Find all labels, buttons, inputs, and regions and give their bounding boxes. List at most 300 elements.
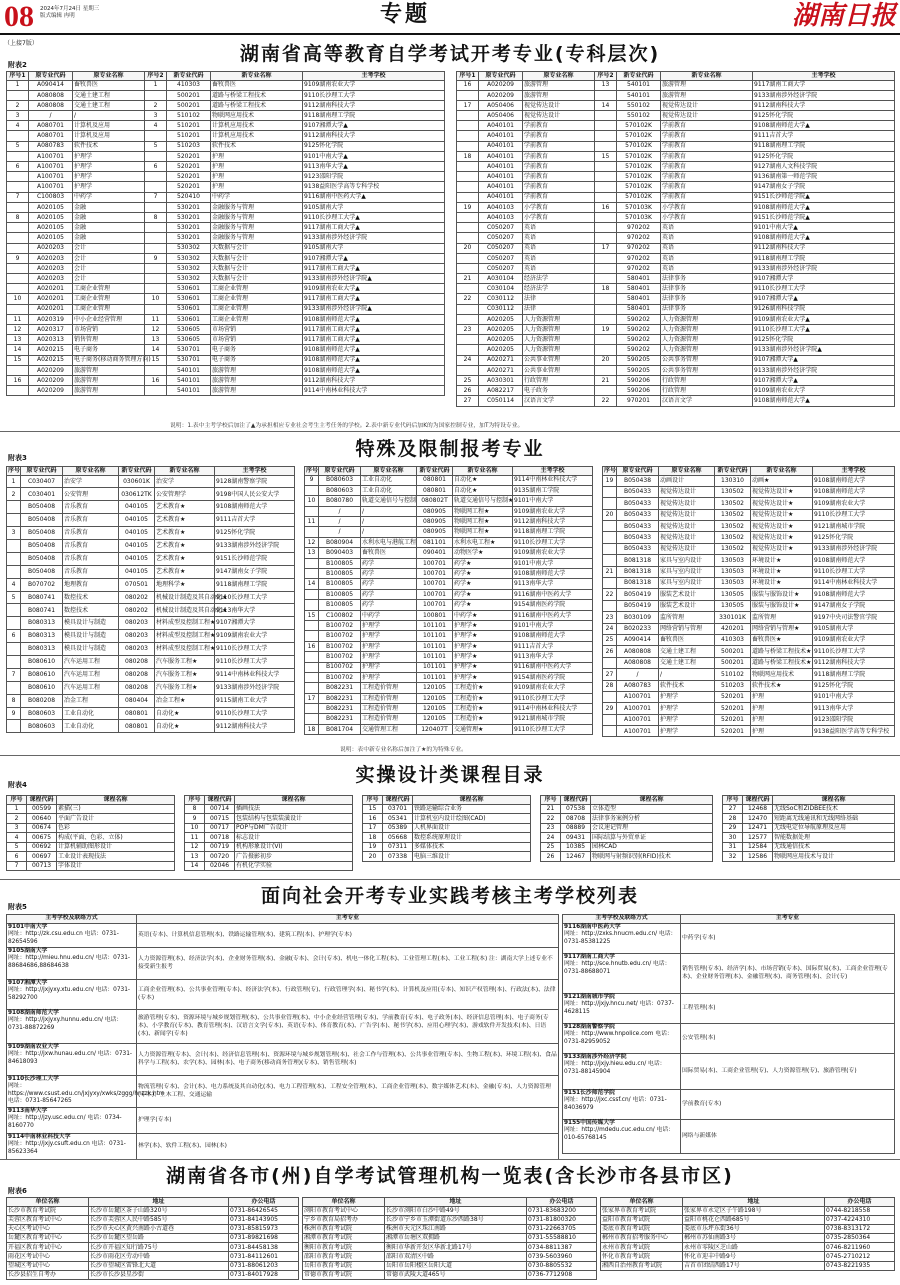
table-cell: 530605 bbox=[167, 335, 211, 345]
table-cell: 旅游管理 bbox=[73, 375, 145, 385]
table-cell: B050438 bbox=[617, 475, 659, 486]
column-header: 新专业名称 bbox=[453, 467, 513, 476]
table-cell: 材料成型及控制工程★ bbox=[155, 630, 215, 643]
table-cell: 0731-83683200 bbox=[527, 1206, 597, 1215]
table-cell bbox=[603, 521, 617, 532]
table-cell: 网络营销与管理 bbox=[659, 623, 715, 634]
school-majors: 林学(本)、软件工程(本)、园林(本) bbox=[137, 1133, 559, 1159]
divider bbox=[0, 431, 900, 432]
table-cell: 轨道交通信号与控制 bbox=[362, 497, 417, 505]
column-header: 序号 bbox=[604, 467, 617, 474]
table-cell: 0736-7712908 bbox=[527, 1270, 597, 1279]
table-cell: 19 bbox=[595, 325, 617, 335]
table-cell: 地理教育 bbox=[63, 578, 119, 591]
table-cell: A040101 bbox=[479, 182, 523, 192]
table-row bbox=[7, 668, 295, 681]
table-cell: 学前教育 bbox=[523, 131, 595, 141]
table-cell: 大数据与会计 bbox=[211, 274, 303, 284]
sec6-label: 附表6 bbox=[8, 1187, 27, 1195]
table-row bbox=[603, 509, 895, 520]
table-cell: B050408 bbox=[21, 552, 63, 565]
header-row bbox=[7, 467, 295, 476]
table-cell: 计算机及应用 bbox=[73, 121, 145, 131]
table-cell: 9108湖南师范大学 bbox=[513, 631, 593, 641]
table-cell: 机械设计制造及其自动化★ bbox=[155, 604, 215, 617]
table-cell: 无线SoC和ZIDBEE技术 bbox=[773, 804, 895, 814]
table-cell: 0731-89821698 bbox=[229, 1234, 299, 1243]
table-cell bbox=[145, 243, 167, 253]
table-cell: 7 bbox=[7, 861, 27, 871]
table-cell: 9114中南林业科技大学 bbox=[215, 668, 295, 681]
table-cell: 护理学 bbox=[361, 620, 417, 630]
table-cell bbox=[595, 223, 617, 233]
school-contact: 网址：http://www.hnpolice.com 电话：0731-82959052 bbox=[564, 1031, 673, 1045]
table-cell: 汽车服务工程★ bbox=[155, 655, 215, 668]
table-cell: A050406 bbox=[479, 111, 523, 121]
table-cell: 9 bbox=[7, 707, 21, 720]
school-contact: 网址：http://jxc.cssf.cn/ 电话：0731-84036979 bbox=[564, 1097, 667, 1111]
table-cell: 080905 bbox=[417, 506, 453, 516]
table-cell: A020105 bbox=[29, 202, 73, 212]
table-cell: B082231 bbox=[319, 693, 361, 703]
table-cell: 护理 bbox=[211, 151, 303, 161]
table-cell: 0738-8313172 bbox=[825, 1224, 895, 1233]
table-cell: 9133湖南涉外经济学院▲ bbox=[303, 304, 445, 314]
table-cell: 0734-8811387 bbox=[527, 1243, 597, 1252]
table-cell: 汉语言文学 bbox=[661, 396, 753, 406]
table-row bbox=[603, 726, 895, 737]
school-name: 9109湖南农业大学 bbox=[8, 1043, 59, 1050]
table-cell: 英语 bbox=[523, 233, 595, 243]
table-cell: 9109湖南农业大学 bbox=[813, 634, 895, 645]
table-cell: 9147湖南女子学院 bbox=[753, 182, 895, 192]
school-contact: 网址：http://mdedu.cuc.edu.cn/ 电话：010-65768145 bbox=[564, 1127, 674, 1141]
table-cell: 学前教育 bbox=[661, 121, 753, 131]
table-cell bbox=[595, 121, 617, 131]
table-cell: 无线通信技术 bbox=[773, 842, 895, 852]
table-row bbox=[603, 680, 895, 691]
table-cell: B090403 bbox=[319, 548, 361, 558]
table-row bbox=[7, 325, 445, 335]
table-cell: 00599 bbox=[27, 804, 57, 814]
table-cell: 视觉传达设计 bbox=[661, 100, 753, 110]
table-cell: 金融 bbox=[73, 233, 145, 243]
table-cell: 05389 bbox=[383, 823, 413, 833]
table-cell: 19 bbox=[603, 475, 617, 486]
table-cell: 9133湖南涉外经济学院▲ bbox=[753, 345, 895, 355]
table-cell: 9113南华大学▲ bbox=[303, 162, 445, 172]
school-contact: 网址：http://jzy.usc.edu.cn/ 电话：0734-8160770 bbox=[8, 1115, 122, 1129]
table-cell: 学前教育 bbox=[523, 192, 595, 202]
table-cell: 32 bbox=[723, 852, 743, 862]
table-cell: 常德市教育考试院 bbox=[303, 1270, 385, 1279]
sec6-table-3 bbox=[600, 1197, 895, 1271]
table-cell: 20 bbox=[603, 509, 617, 520]
table-cell: 水利水电与港航工程 bbox=[362, 538, 417, 546]
table-cell: 9147湖南女子学院 bbox=[813, 600, 895, 611]
table-cell bbox=[457, 263, 479, 273]
table-cell bbox=[603, 578, 617, 589]
table-row bbox=[7, 604, 295, 617]
table-cell: 510102 bbox=[715, 669, 751, 680]
table-cell: 0731-81800320 bbox=[527, 1215, 597, 1224]
table-cell: 970202 bbox=[617, 243, 661, 253]
table-cell: 郴州市苏仙南路3号 bbox=[683, 1234, 825, 1243]
table-cell: 30 bbox=[723, 833, 743, 843]
date-line bbox=[40, 6, 99, 20]
table-row bbox=[457, 90, 895, 100]
table-cell: 570102K bbox=[617, 121, 661, 131]
table-cell: 13 bbox=[7, 335, 29, 345]
school-contact-cell bbox=[563, 1053, 681, 1089]
table-cell: 软件技术 bbox=[73, 141, 145, 151]
column-header: 原专业代码 bbox=[617, 467, 659, 476]
table-cell: B050433 bbox=[617, 532, 659, 543]
table-row bbox=[457, 284, 895, 294]
table-cell: 中小企业经营管理 bbox=[73, 314, 145, 324]
table-cell: B050419 bbox=[617, 589, 659, 600]
school-contact: 网址：http://sce.hnutb.edu.cn/ 电话：0731-88688071 bbox=[564, 961, 671, 975]
table-cell: A080808 bbox=[617, 646, 659, 657]
table-cell: A090414 bbox=[29, 80, 73, 90]
column-header: 新专业代码 bbox=[715, 467, 751, 476]
table-cell: 7 bbox=[7, 192, 29, 202]
table-row bbox=[7, 304, 445, 314]
table-cell bbox=[457, 304, 479, 314]
table-cell: 080208 bbox=[119, 668, 155, 681]
table-cell: 视觉传达设计★ bbox=[751, 521, 813, 532]
table-cell: 080202 bbox=[119, 591, 155, 604]
column-header: 办公电话 bbox=[229, 1198, 299, 1207]
table-row bbox=[7, 294, 445, 304]
table-cell: 040105 bbox=[119, 552, 155, 565]
table-cell: 9107湘潭大学 bbox=[753, 274, 895, 284]
header-rule bbox=[0, 33, 900, 35]
table-cell: 6 bbox=[7, 852, 27, 862]
table-row bbox=[601, 1206, 895, 1215]
table-row bbox=[7, 804, 175, 814]
table-cell: 510201 bbox=[167, 121, 211, 131]
table-cell: 530701 bbox=[167, 355, 211, 365]
school-row bbox=[7, 979, 559, 1009]
table-cell: 24 bbox=[541, 833, 561, 843]
table-cell: 9109湖南农业大学 bbox=[513, 548, 593, 558]
table-cell: A030104 bbox=[479, 274, 523, 284]
table-cell: 9101中南大学▲ bbox=[753, 223, 895, 233]
table-row bbox=[305, 485, 593, 495]
column-header: 原专业代码 bbox=[21, 467, 63, 476]
sec5-right-table bbox=[562, 914, 895, 1154]
table-cell bbox=[145, 223, 167, 233]
table-cell: 护理学 bbox=[73, 172, 145, 182]
table-row bbox=[457, 396, 895, 406]
table-cell: B080313 bbox=[21, 630, 63, 643]
table-cell: 学前教育 bbox=[661, 162, 753, 172]
table-row bbox=[723, 814, 895, 824]
table-cell: 益阳市桃花仑西路685号 bbox=[683, 1215, 825, 1224]
header-row bbox=[303, 1198, 597, 1207]
table-cell: 工商企业管理 bbox=[73, 304, 145, 314]
table-cell: 电子商务 bbox=[211, 355, 303, 365]
column-header: 新专业代码 bbox=[417, 467, 453, 476]
table-cell: 530201 bbox=[167, 212, 211, 222]
table-row bbox=[363, 804, 531, 814]
table-cell: 公共事业管理 bbox=[523, 365, 595, 375]
table-cell: C050114 bbox=[479, 396, 523, 406]
table-cell: A030301 bbox=[479, 375, 523, 385]
school-name: 9155中国传媒大学 bbox=[564, 1119, 615, 1126]
table-cell: 音乐教育 bbox=[63, 527, 119, 540]
table-cell: 9110长沙理工大学 bbox=[813, 566, 895, 577]
table-cell: 14 bbox=[7, 345, 29, 355]
table-cell: 570102K bbox=[617, 162, 661, 172]
school-majors: 学前教育(专本) bbox=[681, 1089, 895, 1119]
table-cell: 530302 bbox=[167, 243, 211, 253]
table-cell: 动画★ bbox=[751, 475, 813, 486]
table-cell: 9117湖南工商大学▲ bbox=[303, 335, 445, 345]
table-row bbox=[7, 617, 295, 630]
table-cell: 101101 bbox=[417, 620, 453, 630]
table-cell: 500201 bbox=[715, 657, 751, 668]
table-cell: B080610 bbox=[21, 681, 63, 694]
table-cell: A080701 bbox=[29, 131, 73, 141]
table-cell: 旅游管理 bbox=[211, 375, 303, 385]
column-header: 新专业名称 bbox=[661, 72, 753, 81]
table-cell: 学前教育 bbox=[523, 182, 595, 192]
table-cell: 浏阳市教育考试中心 bbox=[303, 1206, 385, 1215]
table-cell: A080783 bbox=[617, 680, 659, 691]
table-cell: 080801 bbox=[417, 485, 453, 495]
table-cell bbox=[595, 212, 617, 222]
sec3-title: 特殊及限制报考专业 bbox=[355, 438, 545, 460]
table-cell: 物联网应用技术 bbox=[211, 111, 303, 121]
table-row bbox=[305, 610, 593, 620]
table-cell: B080208 bbox=[21, 694, 63, 707]
table-row bbox=[601, 1252, 895, 1261]
table-cell: 18 bbox=[363, 833, 383, 843]
table-cell: 2 bbox=[7, 488, 21, 501]
table-cell: 金融 bbox=[73, 212, 145, 222]
table-cell bbox=[595, 365, 617, 375]
table-cell: 护理学 bbox=[361, 672, 417, 682]
table-cell bbox=[305, 527, 319, 537]
table-cell: 130505 bbox=[715, 600, 751, 611]
table-cell bbox=[457, 314, 479, 324]
table-cell bbox=[595, 386, 617, 396]
table-cell: 护理学★ bbox=[453, 672, 513, 682]
table-cell: 大数据与会计 bbox=[211, 253, 303, 263]
table-cell: 0731-22663705 bbox=[527, 1224, 597, 1233]
table-cell: 12 bbox=[7, 325, 29, 335]
table-cell bbox=[457, 233, 479, 243]
table-cell: C050207 bbox=[479, 223, 523, 233]
table-cell bbox=[603, 726, 617, 737]
sec3-footnote: 说明：表中新专业名称后加注了★的为特殊专业。 bbox=[340, 747, 467, 753]
table-cell: 数控系统原理设计 bbox=[413, 833, 531, 843]
header-row bbox=[457, 72, 895, 81]
column-header: 课程名称 bbox=[591, 796, 713, 805]
table-cell: 自动化★ bbox=[155, 720, 215, 733]
table-cell: 法律 bbox=[523, 294, 595, 304]
table-row bbox=[303, 1206, 597, 1215]
table-cell: 艺术教育★ bbox=[155, 501, 215, 514]
table-cell: 人力资源管理 bbox=[523, 335, 595, 345]
table-cell bbox=[145, 274, 167, 284]
table-row bbox=[305, 714, 593, 724]
table-cell bbox=[457, 345, 479, 355]
table-cell: 自动化★ bbox=[155, 707, 215, 720]
table-cell: 9109湖南农业大学▲ bbox=[753, 314, 895, 324]
table-cell: 畜牧兽医 bbox=[211, 80, 303, 90]
table-row bbox=[603, 566, 895, 577]
table-cell: 14 bbox=[595, 100, 617, 110]
table-cell: 9 bbox=[145, 253, 167, 263]
school-row bbox=[7, 1043, 559, 1075]
table-cell: A100701 bbox=[29, 172, 73, 182]
table-cell: 岳阳市岳阳楼区岳阳大道 bbox=[385, 1261, 527, 1270]
table-cell: 9118湖南理工学院 bbox=[513, 527, 593, 537]
table-cell: 治安学 bbox=[155, 475, 215, 488]
table-cell: 530601 bbox=[167, 304, 211, 314]
table-cell: 00714 bbox=[205, 804, 235, 814]
table-cell: 9151长沙师范学院▲ bbox=[753, 212, 895, 222]
table-cell: 英语 bbox=[661, 223, 753, 233]
table-cell: 物联网工程★ bbox=[453, 527, 513, 537]
table-cell: / bbox=[319, 517, 361, 527]
school-contact: 网址：http://jxjyxy.hunnu.edu.cn/ 电话：0731-88872269 bbox=[8, 1017, 123, 1031]
table-cell: 520201 bbox=[715, 691, 751, 702]
table-cell: 590202 bbox=[617, 335, 661, 345]
table-cell: 9112湖南科技大学 bbox=[303, 131, 445, 141]
table-cell: 护理学 bbox=[659, 726, 715, 737]
table-cell: 开福区教育考试中心 bbox=[7, 1243, 89, 1252]
table-cell: 26 bbox=[457, 386, 479, 396]
table-cell: 9112湖南科技大学 bbox=[215, 720, 295, 733]
table-cell bbox=[457, 131, 479, 141]
table-cell: 080905 bbox=[417, 527, 453, 537]
table-cell: A100701 bbox=[29, 162, 73, 172]
table-cell bbox=[457, 212, 479, 222]
table-cell: 英语 bbox=[523, 223, 595, 233]
table-cell bbox=[305, 569, 319, 579]
table-cell: 00692 bbox=[27, 842, 57, 852]
table-cell: 服装艺术设计 bbox=[659, 600, 715, 611]
table-cell bbox=[595, 192, 617, 202]
table-cell: 视觉传达设计★ bbox=[751, 509, 813, 520]
table-cell: 无线电定位导航原理及应用 bbox=[773, 823, 895, 833]
table-cell: 14 bbox=[145, 345, 167, 355]
sec6-title: 湖南省各市(州)自学考试管理机构一览表(含长沙市各县市区) bbox=[166, 1165, 734, 1187]
table-cell: 法律事务 bbox=[661, 294, 753, 304]
table-cell: A080701 bbox=[29, 121, 73, 131]
table-cell: 570102K bbox=[617, 151, 661, 161]
table-cell: 21 bbox=[603, 566, 617, 577]
table-cell: A020105 bbox=[29, 223, 73, 233]
table-cell: 2 bbox=[7, 814, 27, 824]
table-cell: 9108湖南师范大学▲ bbox=[753, 121, 895, 131]
table-cell: 人力资源管理 bbox=[661, 314, 753, 324]
sec2-label: 附表2 bbox=[8, 61, 27, 69]
table-cell: 9110长沙理工大学▲ bbox=[753, 325, 895, 335]
table-cell: A020215 bbox=[29, 355, 73, 365]
table-cell: 520201 bbox=[167, 172, 211, 182]
column-header: 序号 bbox=[363, 796, 383, 805]
table-cell: 长沙市教育考试院 bbox=[7, 1206, 89, 1215]
table-cell: 英语 bbox=[661, 263, 753, 273]
table-row bbox=[7, 823, 175, 833]
school-row bbox=[7, 947, 559, 979]
school-row bbox=[563, 953, 895, 993]
table-row bbox=[303, 1270, 597, 1279]
table-cell bbox=[305, 704, 319, 714]
column-header: 原专业名称 bbox=[523, 72, 595, 81]
table-cell: 530302 bbox=[167, 263, 211, 273]
table-cell: 29 bbox=[723, 823, 743, 833]
table-cell: 9108湖南师范大学 bbox=[513, 569, 593, 579]
table-cell: 长沙市岳麓区茶子山路320号 bbox=[89, 1206, 229, 1215]
table-cell: 530605 bbox=[167, 325, 211, 335]
table-cell bbox=[145, 365, 167, 375]
table-cell: 18 bbox=[457, 151, 479, 161]
table-cell: 9118湖南理工学院 bbox=[303, 111, 445, 121]
table-cell: POP与DM广告设计 bbox=[235, 823, 353, 833]
table-cell: 9110长沙理工大学 bbox=[215, 643, 295, 656]
table-cell: 0743-8221935 bbox=[825, 1261, 895, 1270]
table-cell: A020201 bbox=[29, 284, 73, 294]
table-cell: A100701 bbox=[617, 714, 659, 725]
table-cell: 11 bbox=[7, 314, 29, 324]
column-header: 序号 bbox=[7, 796, 27, 805]
table-row bbox=[7, 578, 295, 591]
header-row bbox=[541, 796, 713, 805]
table-cell: 15 bbox=[305, 610, 319, 620]
table-cell: B050433 bbox=[617, 509, 659, 520]
table-cell: 0731-84112601 bbox=[229, 1252, 299, 1261]
table-cell: 工程造价管理 bbox=[361, 704, 417, 714]
table-cell: A040101 bbox=[479, 131, 523, 141]
table-cell: 9147湖南女子学院 bbox=[215, 565, 295, 578]
table-cell: 音乐教育 bbox=[63, 539, 119, 552]
table-cell: 13 bbox=[185, 852, 205, 862]
column-header: 单位名称 bbox=[7, 1198, 89, 1207]
school-contact-cell bbox=[7, 1107, 137, 1133]
table-cell: 9154湖南医药学院 bbox=[513, 672, 593, 682]
table-row bbox=[7, 345, 445, 355]
table-cell: 市场营销 bbox=[211, 325, 303, 335]
table-cell: 9138益阳医学高等专科学校 bbox=[813, 726, 895, 737]
table-cell: 护理学 bbox=[361, 652, 417, 662]
table-cell: 汽车运用工程 bbox=[63, 655, 119, 668]
table-cell: 物联网工程★ bbox=[453, 517, 513, 527]
table-cell: 500201 bbox=[167, 100, 211, 110]
table-cell: 药学★ bbox=[453, 558, 513, 568]
column-header: 原专业名称 bbox=[63, 467, 119, 476]
table-cell: 交通土建工程 bbox=[73, 90, 145, 100]
table-cell: 410303 bbox=[167, 80, 211, 90]
table-cell: 080801 bbox=[417, 475, 453, 485]
table-cell: 护理 bbox=[751, 703, 813, 714]
table-cell: 监所管理 bbox=[659, 612, 715, 623]
table-cell: 湘潭市岳塘区双拥路 bbox=[385, 1234, 527, 1243]
table-cell: 11 bbox=[185, 833, 205, 843]
table-cell: 色彩 bbox=[57, 823, 175, 833]
table-cell: 计算机应用技术 bbox=[211, 121, 303, 131]
table-cell: 2 bbox=[7, 100, 29, 110]
table-cell: 590206 bbox=[617, 375, 661, 385]
table-cell: 护理学★ bbox=[453, 620, 513, 630]
table-row bbox=[305, 652, 593, 662]
column-header: 新专业名称 bbox=[211, 72, 303, 81]
